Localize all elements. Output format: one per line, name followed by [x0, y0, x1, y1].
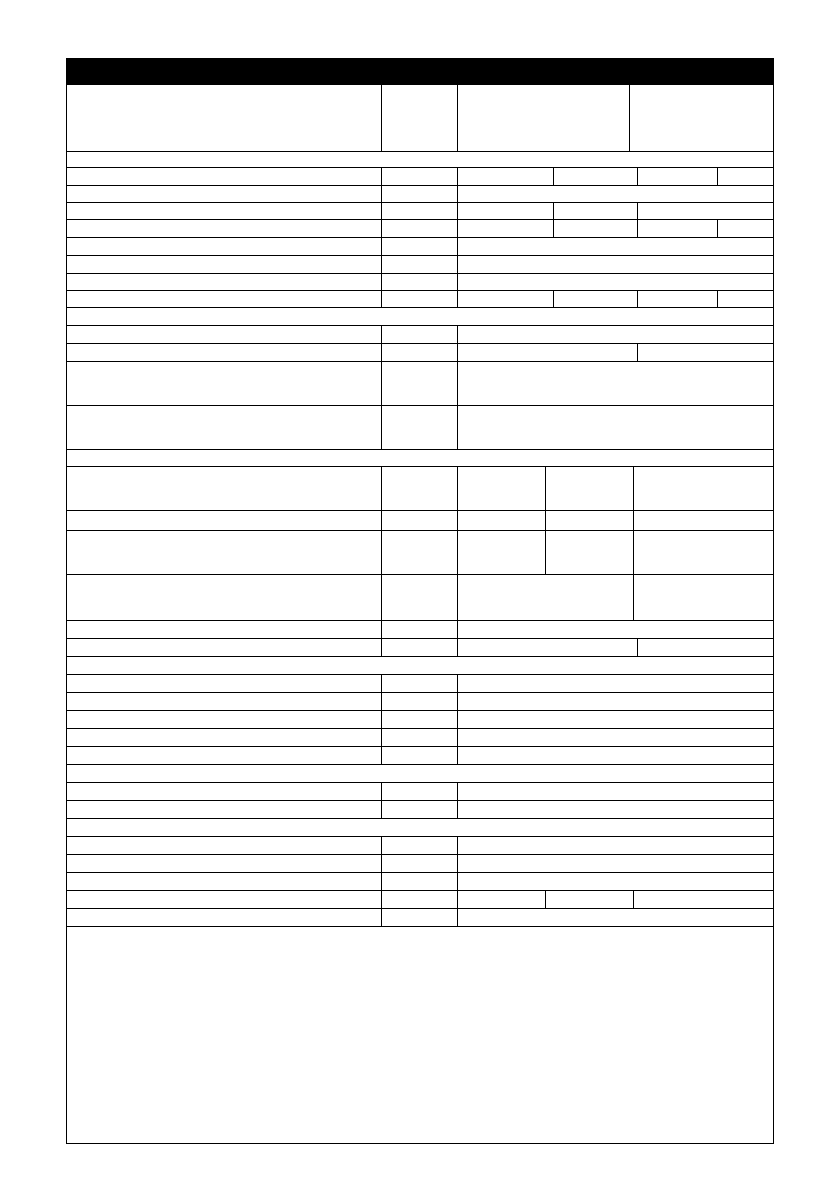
- table-cell: [67, 747, 381, 764]
- table-cell: [381, 326, 457, 343]
- table-cell: [553, 220, 637, 237]
- table-cell: [637, 168, 717, 185]
- table-cell: [67, 891, 381, 908]
- table-cell: [67, 238, 381, 255]
- table-cell: [67, 362, 381, 405]
- table-cell: [381, 891, 457, 908]
- table-row: [67, 202, 773, 219]
- table-cell: [67, 85, 381, 151]
- table-row: [67, 255, 773, 273]
- table-row: [67, 728, 773, 746]
- table-row: [67, 574, 773, 620]
- table-cell: [717, 291, 773, 307]
- table-row: [67, 85, 773, 151]
- table-cell: [67, 326, 381, 343]
- title-banner: [67, 59, 773, 85]
- table-cell: [637, 639, 773, 656]
- table-cell: [545, 891, 633, 908]
- table-row: [67, 656, 773, 674]
- table-cell: [457, 855, 773, 872]
- table-row: [67, 151, 773, 167]
- table-cell: [67, 531, 381, 574]
- table-cell: [381, 747, 457, 764]
- table-cell: [67, 783, 381, 800]
- table-row: [67, 185, 773, 202]
- table-row: [67, 674, 773, 692]
- table-row: [67, 273, 773, 290]
- table-cell: [381, 168, 457, 185]
- table-row: [67, 890, 773, 908]
- table-row: [67, 818, 773, 836]
- table-cell: [381, 256, 457, 273]
- spec-table: [67, 85, 773, 988]
- table-cell: [457, 203, 553, 219]
- table-cell: [67, 467, 381, 510]
- table-cell: [67, 256, 381, 273]
- table-cell: [457, 531, 545, 574]
- table-cell: [381, 85, 457, 151]
- table-cell: [67, 693, 381, 710]
- table-row: [67, 782, 773, 800]
- table-cell: [381, 467, 457, 510]
- table-cell: [381, 873, 457, 890]
- table-cell: [381, 693, 457, 710]
- table-cell: [67, 819, 773, 836]
- table-row: [67, 746, 773, 764]
- table-frame: [66, 58, 774, 1144]
- table-cell: [457, 168, 553, 185]
- table-cell: [553, 203, 637, 219]
- table-cell: [457, 783, 773, 800]
- table-cell: [457, 909, 773, 926]
- table-cell: [67, 575, 381, 620]
- table-cell: [381, 531, 457, 574]
- table-cell: [637, 203, 773, 219]
- table-cell: [67, 675, 381, 692]
- table-cell: [457, 729, 773, 746]
- table-row: [67, 307, 773, 325]
- table-row: [67, 405, 773, 449]
- table-cell: [381, 801, 457, 818]
- table-cell: [381, 238, 457, 255]
- table-cell: [67, 711, 381, 728]
- table-cell: [67, 657, 773, 674]
- table-cell: [457, 85, 629, 151]
- table-cell: [381, 837, 457, 854]
- table-cell: [717, 220, 773, 237]
- table-cell: [717, 168, 773, 185]
- table-row: [67, 361, 773, 405]
- table-row: [67, 290, 773, 307]
- table-cell: [457, 238, 773, 255]
- table-row: [67, 800, 773, 818]
- table-cell: [381, 783, 457, 800]
- table-cell: [67, 450, 773, 466]
- table-cell: [67, 152, 773, 167]
- table-row: [67, 764, 773, 782]
- table-cell: [381, 186, 457, 202]
- table-cell: [457, 291, 553, 307]
- table-cell: [457, 693, 773, 710]
- footer-note: [67, 927, 773, 988]
- table-cell: [457, 575, 633, 620]
- table-cell: [381, 274, 457, 290]
- table-cell: [381, 344, 457, 361]
- table-row: [67, 908, 773, 926]
- table-row: [67, 449, 773, 466]
- table-cell: [457, 837, 773, 854]
- table-cell: [633, 891, 773, 908]
- table-cell: [457, 256, 773, 273]
- table-cell: [545, 511, 633, 530]
- table-cell: [457, 274, 773, 290]
- table-cell: [381, 675, 457, 692]
- table-cell: [67, 855, 381, 872]
- table-cell: [67, 621, 381, 638]
- table-cell: [381, 639, 457, 656]
- table-row: [67, 692, 773, 710]
- table-cell: [457, 675, 773, 692]
- table-cell: [457, 621, 773, 638]
- table-cell: [633, 511, 773, 530]
- table-cell: [457, 747, 773, 764]
- table-row: [67, 710, 773, 728]
- table-cell: [381, 575, 457, 620]
- table-cell: [457, 891, 545, 908]
- table-cell: [381, 621, 457, 638]
- table-cell: [457, 711, 773, 728]
- table-cell: [67, 203, 381, 219]
- table-cell: [381, 203, 457, 219]
- table-cell: [381, 362, 457, 405]
- table-cell: [553, 168, 637, 185]
- table-cell: [67, 765, 773, 782]
- table-cell: [381, 406, 457, 449]
- table-cell: [67, 873, 381, 890]
- table-cell: [67, 308, 773, 325]
- table-cell: [381, 729, 457, 746]
- table-row: [67, 219, 773, 237]
- table-cell: [637, 291, 717, 307]
- table-row: [67, 325, 773, 343]
- table-cell: [67, 274, 381, 290]
- table-cell: [381, 909, 457, 926]
- table-row: [67, 343, 773, 361]
- table-cell: [637, 220, 717, 237]
- table-row: [67, 854, 773, 872]
- table-cell: [381, 220, 457, 237]
- table-cell: [457, 186, 773, 202]
- table-cell: [457, 326, 773, 343]
- table-cell: [67, 511, 381, 530]
- table-cell: [67, 909, 381, 926]
- table-cell: [545, 467, 633, 510]
- table-cell: [457, 639, 637, 656]
- table-cell: [457, 406, 773, 449]
- table-cell: [67, 801, 381, 818]
- table-cell: [67, 729, 381, 746]
- table-cell: [67, 639, 381, 656]
- table-cell: [67, 837, 381, 854]
- table-cell: [67, 220, 381, 237]
- table-cell: [633, 467, 773, 510]
- table-cell: [381, 855, 457, 872]
- table-cell: [633, 531, 773, 574]
- table-row: [67, 872, 773, 890]
- table-cell: [457, 467, 545, 510]
- table-cell: [637, 344, 773, 361]
- table-cell: [67, 186, 381, 202]
- table-row: [67, 530, 773, 574]
- table-cell: [457, 511, 545, 530]
- table-cell: [457, 220, 553, 237]
- table-cell: [545, 531, 633, 574]
- table-row: [67, 836, 773, 854]
- table-cell: [553, 291, 637, 307]
- table-cell: [629, 85, 773, 151]
- table-cell: [457, 873, 773, 890]
- table-cell: [457, 801, 773, 818]
- table-cell: [381, 291, 457, 307]
- table-cell: [381, 711, 457, 728]
- table-row: [67, 167, 773, 185]
- table-row: [67, 620, 773, 638]
- table-row: [67, 466, 773, 510]
- table-cell: [457, 344, 637, 361]
- table-cell: [67, 291, 381, 307]
- table-cell: [67, 406, 381, 449]
- table-cell: [381, 511, 457, 530]
- table-cell: [633, 575, 773, 620]
- table-row: [67, 510, 773, 530]
- table-row: [67, 237, 773, 255]
- table-row: [67, 638, 773, 656]
- table-cell: [457, 362, 773, 405]
- table-cell: [67, 168, 381, 185]
- footer-note-row: [67, 926, 773, 988]
- table-cell: [67, 344, 381, 361]
